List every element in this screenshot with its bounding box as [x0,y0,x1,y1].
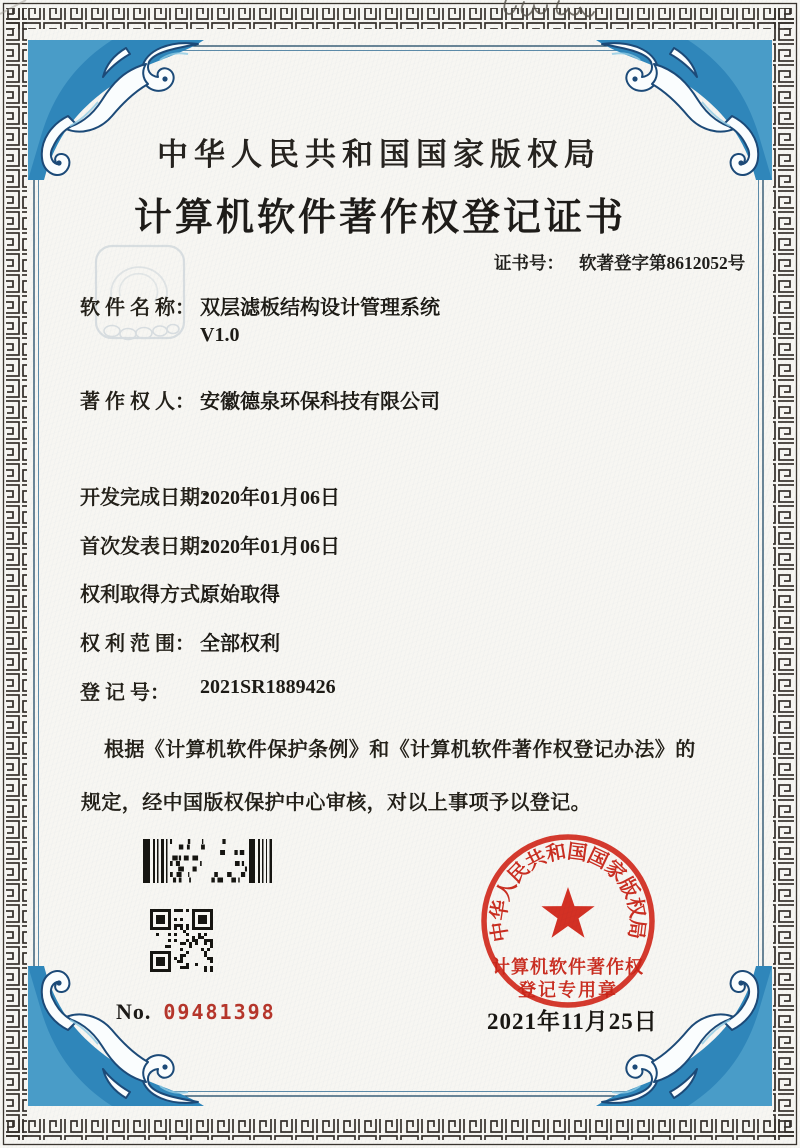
cert-no-label: 证书号： [494,253,564,273]
official-seal [478,831,658,1011]
field-value: V1.0 [200,324,240,346]
red-star-icon [541,887,594,938]
field-label: 权利取得方式： [80,584,220,606]
seal-line-2: 登记专用章 [518,980,618,1000]
field-label: 登 记 号： [80,682,170,704]
field-label: 著 作 权 人： [80,391,195,413]
serial-prefix: No. [116,999,152,1024]
field-value: 2020年01月06日 [200,536,340,558]
certificate-number-line [494,250,745,275]
field-label: 开发完成日期： [80,487,220,509]
field-label: 权 利 范 围： [80,633,195,655]
seal-ring-text: 中华人民共和国国家版权局 [487,840,649,944]
field-value: 安徽德泉环保科技有限公司 [200,391,440,413]
pdf417-barcode [143,839,273,883]
authority-title: 中华人民共和国国家版权局 [157,137,601,172]
field-value: 2020年01月06日 [200,487,340,509]
field-label: 首次发表日期： [80,536,220,558]
qr-code [150,909,213,972]
cert-no-value: 软著登字第8612052号 [579,253,746,273]
certificate-title: 计算机软件著作权登记证书 [133,197,626,239]
field-label: 软 件 名 称： [80,297,195,319]
seal-line-1: 计算机软件著作权 [492,957,644,977]
issue-date: 2021年11月25日 [487,1009,658,1034]
serial-number: 09481398 [163,1000,276,1024]
statement-line-2: 规定，经中国版权保护中心审核，对以上事项予以登记。 [81,792,591,814]
field-value: 原始取得 [200,584,280,606]
serial-number-line [116,999,276,1025]
statement-line-1: 根据《计算机软件保护条例》和《计算机软件著作权登记办法》的 [104,739,696,761]
field-value: 全部权利 [200,633,280,655]
field-value: 双层滤板结构设计管理系统 [200,297,440,319]
field-value: 2021SR1889426 [200,676,336,698]
